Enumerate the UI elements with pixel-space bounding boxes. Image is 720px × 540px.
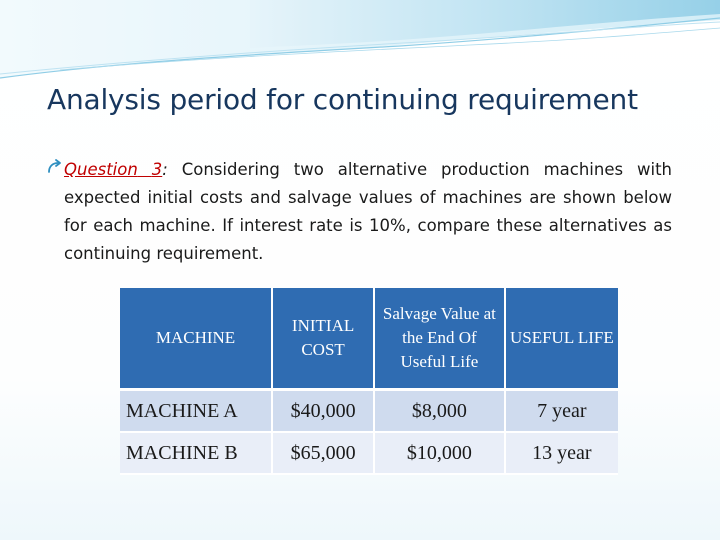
question-paragraph — [64, 156, 672, 268]
page-title: Analysis period for continuing requirement — [47, 83, 638, 116]
header-machine: MACHINE — [120, 288, 273, 391]
question-label: Question — [64, 160, 138, 179]
cell-salvage-value: $8,000 — [375, 391, 506, 433]
question-label-gap — [138, 160, 152, 179]
cell-initial-cost: $65,000 — [273, 433, 375, 475]
table-row — [120, 391, 618, 433]
header-wave-decoration — [0, 0, 720, 90]
question-text: Considering two alternative production machines with expected initial costs and salvage values of machines are shown below for each machine. If interest rate is 10%, compare these alternatives as continuing requirement. — [64, 160, 672, 263]
table-row — [120, 433, 618, 475]
question-number: 3 — [151, 160, 163, 179]
machine-comparison-table — [120, 288, 618, 475]
cell-initial-cost: $40,000 — [273, 391, 375, 433]
curved-arrow-bullet-icon — [46, 158, 64, 176]
question-colon: : — [162, 160, 168, 179]
cell-machine: MACHINE B — [120, 433, 273, 475]
cell-useful-life: 7 year — [506, 391, 618, 433]
header-initial-cost: INITIAL COST — [273, 288, 375, 391]
cell-machine: MACHINE A — [120, 391, 273, 433]
header-useful-life: USEFUL LIFE — [506, 288, 618, 391]
cell-useful-life: 13 year — [506, 433, 618, 475]
table-header-row — [120, 288, 618, 391]
header-salvage-value: Salvage Value at the End Of Useful Life — [375, 288, 506, 391]
cell-salvage-value: $10,000 — [375, 433, 506, 475]
